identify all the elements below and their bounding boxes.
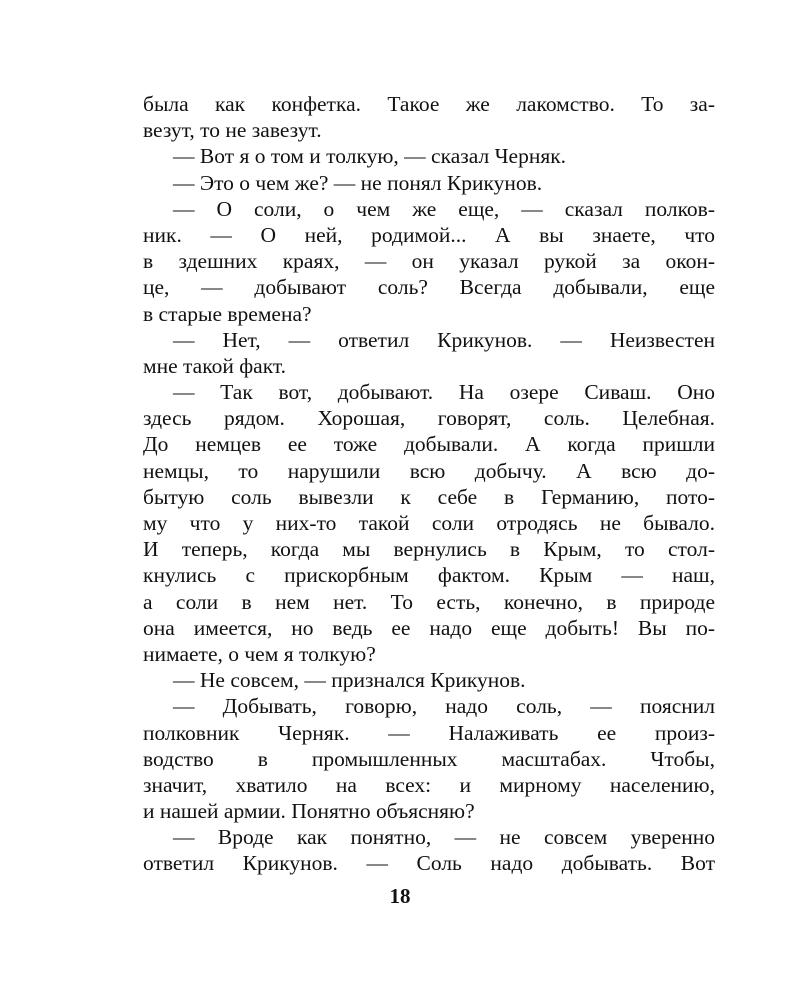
text-line: нимаете, о чем я толкую? <box>143 641 376 666</box>
text-line: ник. — О ней, родимой... А вы знаете, что <box>143 222 715 247</box>
text-line: му что у них-то такой соли отродясь не бывало. <box>143 511 715 535</box>
text-line: — Нет, — ответил Крикунов. — Неизвестен <box>173 327 715 352</box>
text-line: — Добывать, говорю, надо соль, — пояснил <box>173 694 715 719</box>
text-line: — О соли, о чем же еще, — сказал полков- <box>173 196 715 221</box>
text-line: До немцев ее тоже добывали. А когда пришли <box>143 432 715 457</box>
text-line: и нашей армии. Понятно объясняю? <box>143 799 475 824</box>
text-line: здесь рядом. Хорошая, говорят, соль. Целебная. <box>143 406 715 431</box>
text-line: немцы, то нарушили всю добычу. А всю до- <box>143 458 715 483</box>
page-number: 18 <box>389 884 411 908</box>
text-line: бытую соль вывезли к себе в Германию, пото- <box>143 484 715 509</box>
text-line: а соли в нем нет. То есть, конечно, в природе <box>143 589 715 614</box>
text-line: в здешних краях, — он указал рукой за окон- <box>143 249 715 274</box>
text-line: — Не совсем, — признался Крикунов. <box>173 668 526 693</box>
text-line: она имеется, но ведь ее надо еще добыть! Вы по- <box>143 615 715 640</box>
text-line: ответил Крикунов. — Соль надо добывать. Вот <box>143 851 715 876</box>
text-line: значит, хватило на всех: и мирному населению, <box>143 772 715 797</box>
text-line: — Вот я о том и толкую, — сказал Черняк. <box>173 144 567 169</box>
text-line: везут, то не завезут. <box>143 118 322 143</box>
text-line: в старые времена? <box>143 301 312 326</box>
text-line: мне такой факт. <box>143 353 287 378</box>
text-line: И теперь, когда мы вернулись в Крым, то стол- <box>143 537 715 562</box>
text-line: це, — добывают соль? Всегда добывали, еще <box>143 275 715 300</box>
text-line: — Это о чем же? — не понял Крикунов. <box>173 170 543 195</box>
text-line: кнулись с прискорбным фактом. Крым — наш, <box>143 563 715 588</box>
text-line: — Так вот, добывают. На озере Сиваш. Оно <box>173 380 715 405</box>
text-line: водство в промышленных масштабах. Чтобы, <box>143 746 715 771</box>
text-line: была как конфетка. Такое же лакомство. То за- <box>143 92 715 116</box>
text-line: — Вроде как понятно, — не совсем уверенно <box>173 825 715 850</box>
book-page-text <box>143 91 715 877</box>
text-line: полковник Черняк. — Налаживать ее произ- <box>143 720 715 745</box>
